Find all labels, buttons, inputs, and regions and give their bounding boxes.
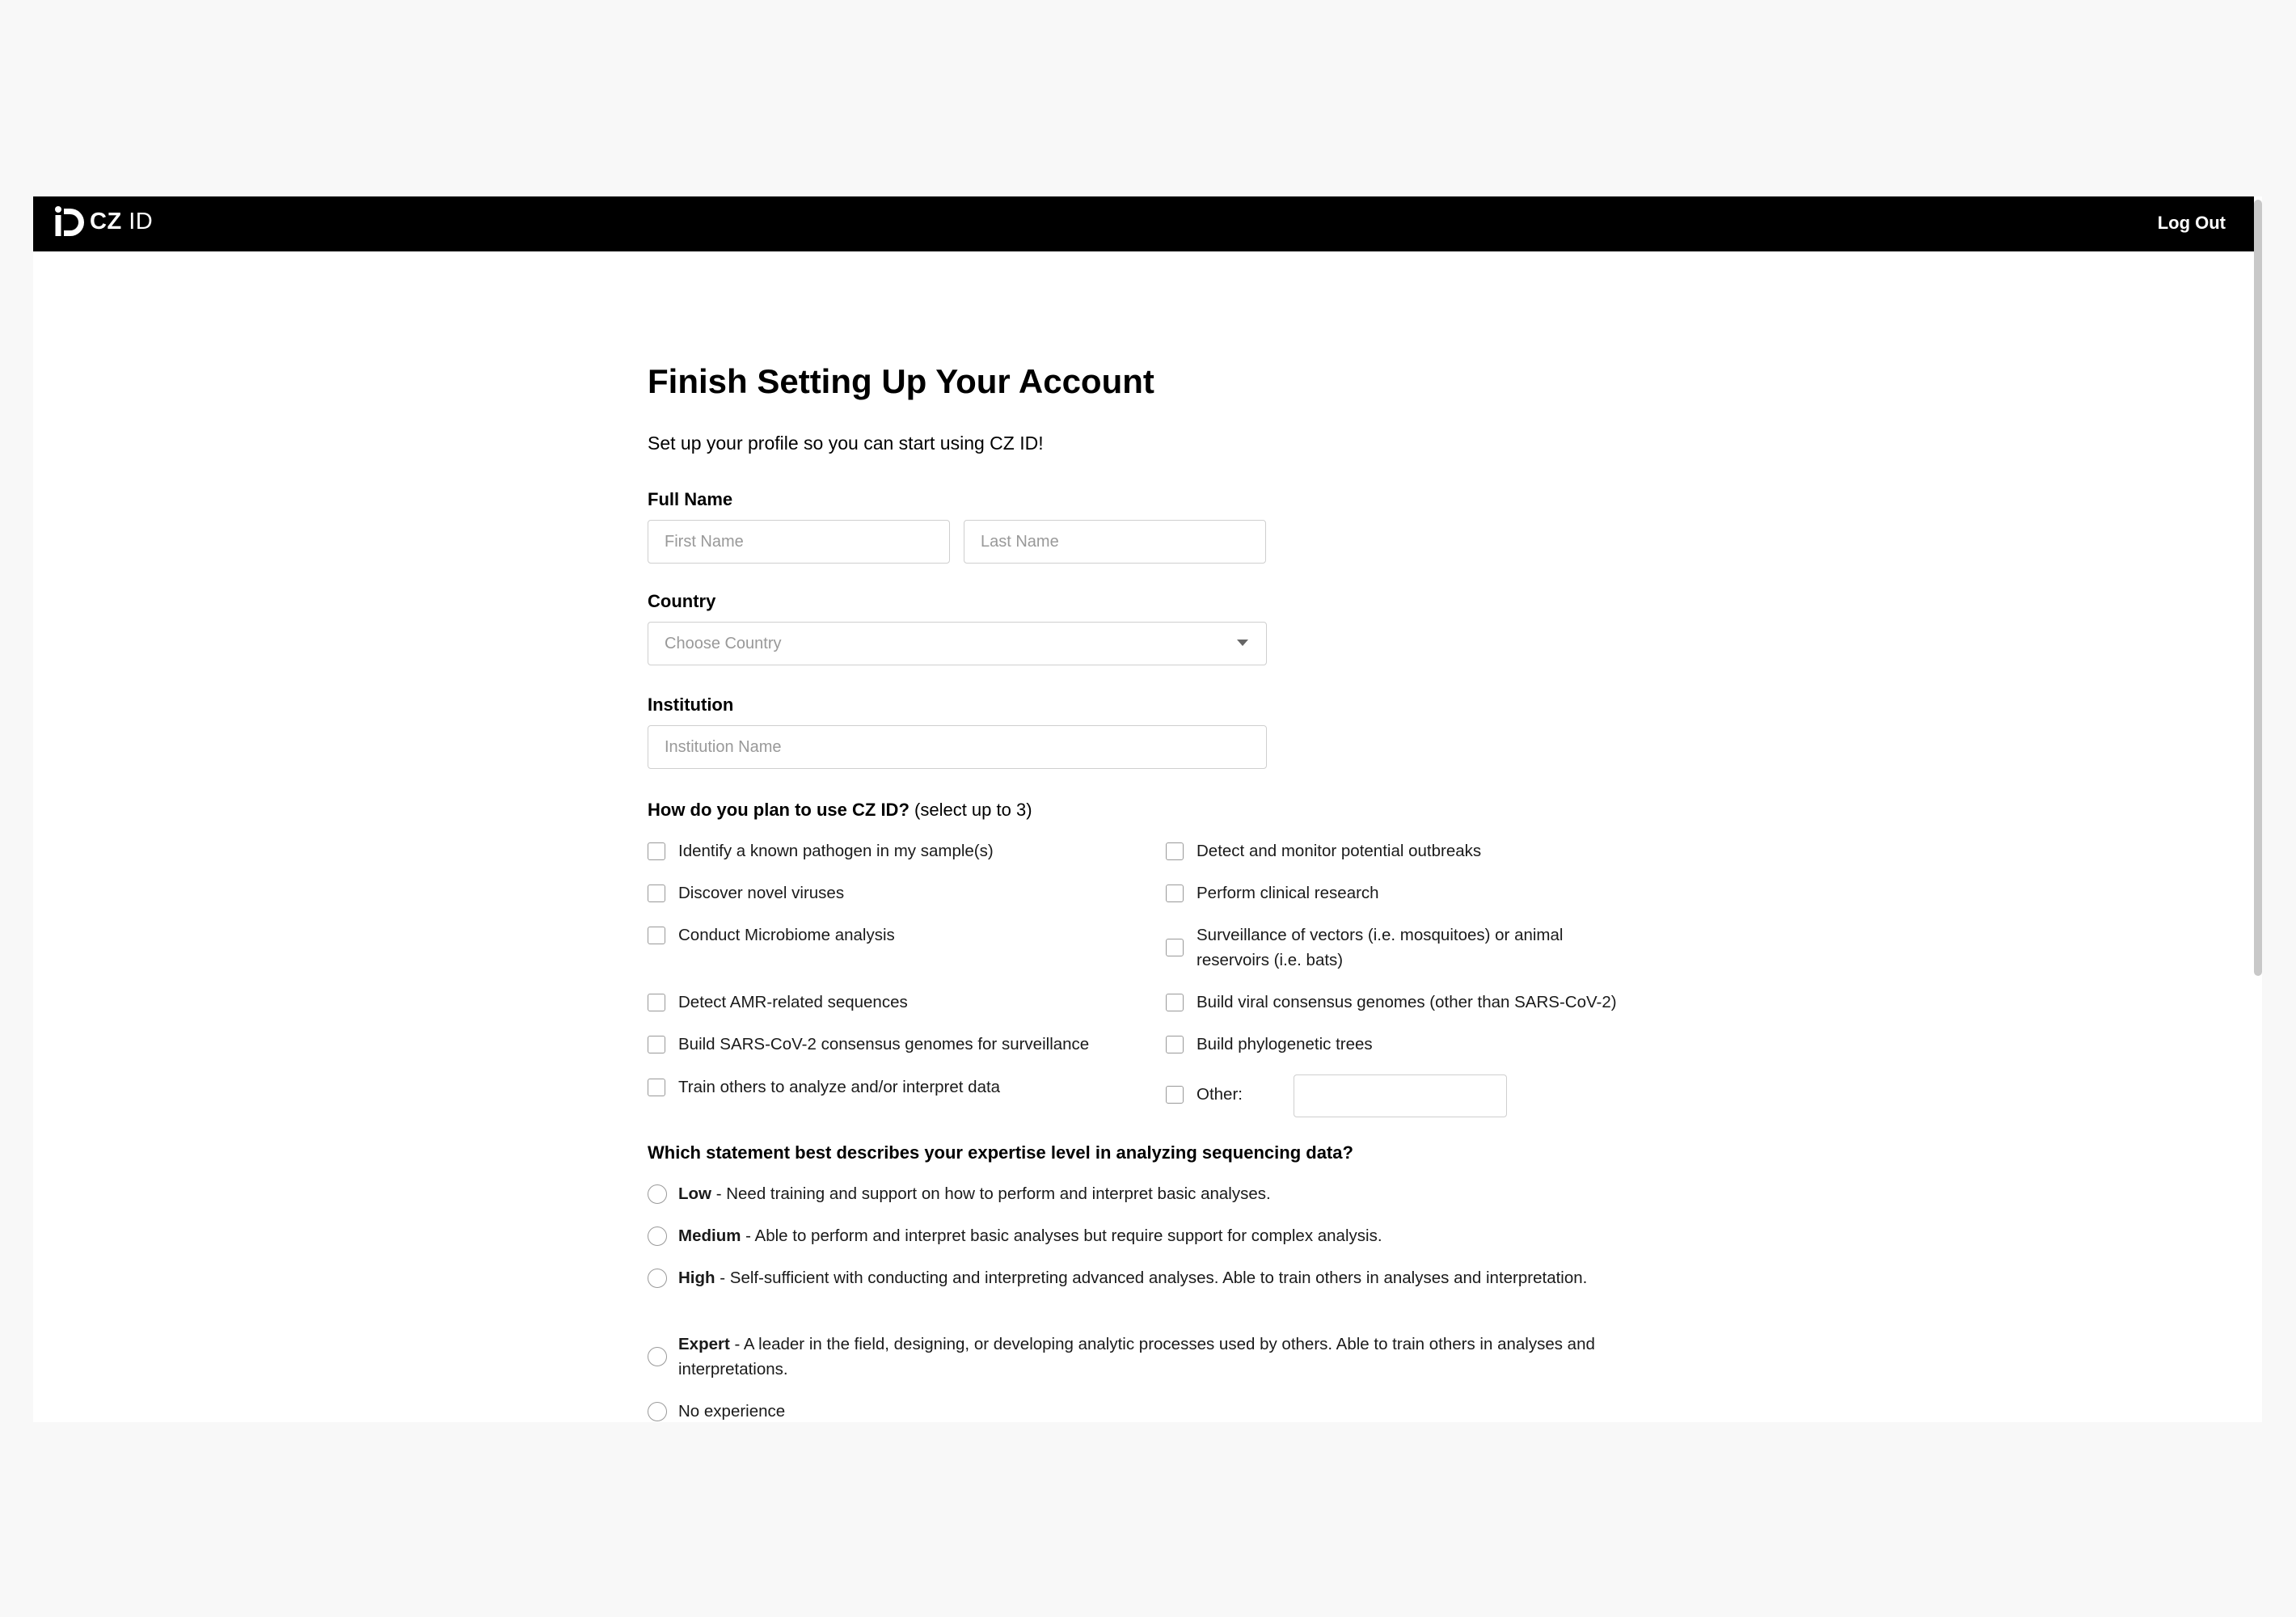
logo-text: CZ ID [90,208,154,234]
usage-option-checkbox[interactable]: Train others to analyze and/or interpret data [648,1074,1000,1100]
other-usage-input[interactable] [1294,1074,1507,1117]
checkbox[interactable] [1166,994,1184,1011]
usage-option-checkbox[interactable]: Build viral consensus genomes (other than SARS-CoV-2) [1166,990,1617,1015]
browser-window [33,196,2262,1422]
usage-question: How do you plan to use CZ ID? (select up to 3) [648,800,1032,820]
checkbox[interactable] [648,994,665,1011]
log-out-link[interactable]: Log Out [2157,213,2226,233]
page-scrollbar[interactable] [2254,200,2262,976]
last-name-input[interactable] [964,520,1266,564]
country-select-placeholder: Choose Country [665,635,782,652]
usage-option-checkbox[interactable]: Detect and monitor potential outbreaks [1166,838,1481,863]
checkbox[interactable] [648,884,665,902]
checkbox[interactable] [648,1079,665,1096]
checkbox[interactable] [1166,842,1184,860]
country-label: Country [648,591,716,611]
radio-button[interactable] [648,1347,667,1366]
radio-button[interactable] [648,1269,667,1288]
checkbox[interactable] [1166,1036,1184,1053]
expertise-option-expert[interactable]: Expert - A leader in the field, designing, or developing analytic processes used by others. Able to train others in analyses and interpretations. [648,1332,1642,1382]
expertise-option-low[interactable]: Low - Need training and support on how to perform and interpret basic analyses. [648,1181,1642,1206]
institution-input[interactable] [648,725,1267,769]
expertise-option-medium[interactable]: Medium - Able to perform and interpret basic analyses but require support for complex analysis. [648,1223,1642,1248]
checkbox[interactable] [648,927,665,944]
usage-option-checkbox[interactable]: Perform clinical research [1166,880,1379,906]
usage-option-checkbox[interactable]: Build phylogenetic trees [1166,1032,1373,1057]
radio-button[interactable] [648,1184,667,1204]
radio-button[interactable] [648,1402,667,1421]
usage-option-checkbox[interactable]: Conduct Microbiome analysis [648,922,895,948]
institution-label: Institution [648,695,734,715]
chevron-down-icon [1237,640,1248,646]
usage-option-checkbox[interactable]: Surveillance of vectors (i.e. mosquitoes) or animal reservoirs (i.e. bats) [1166,922,1619,973]
country-select[interactable] [648,622,1267,665]
first-name-input[interactable] [648,520,950,564]
usage-option-checkbox[interactable]: Identify a known pathogen in my sample(s) [648,838,994,863]
usage-option-checkbox[interactable]: Detect AMR-related sequences [648,990,908,1015]
checkbox[interactable] [648,842,665,860]
checkbox[interactable] [648,1036,665,1053]
expertise-option-high[interactable]: High - Self-sufficient with conducting and interpreting advanced analyses. Able to train others in analyses and interpretation. [648,1265,1642,1290]
checkbox[interactable] [1166,939,1184,956]
radio-button[interactable] [648,1226,667,1246]
page-title: Finish Setting Up Your Account [648,362,1154,400]
top-navbar [33,196,2254,251]
expertise-question: Which statement best describes your expertise level in analyzing sequencing data? [648,1142,1353,1163]
usage-option-other-checkbox[interactable]: Other: [1166,1082,1243,1107]
czid-logo-icon [54,205,85,238]
usage-option-checkbox[interactable]: Discover novel viruses [648,880,844,906]
full-name-label: Full Name [648,489,733,509]
checkbox[interactable] [1166,1086,1184,1104]
usage-option-checkbox[interactable]: Build SARS-CoV-2 consensus genomes for surveillance [648,1032,1089,1057]
czid-logo[interactable] [54,203,153,240]
page-subtitle: Set up your profile so you can start using CZ ID! [648,433,1044,454]
expertise-option-none[interactable]: No experience [648,1399,1642,1422]
checkbox[interactable] [1166,884,1184,902]
